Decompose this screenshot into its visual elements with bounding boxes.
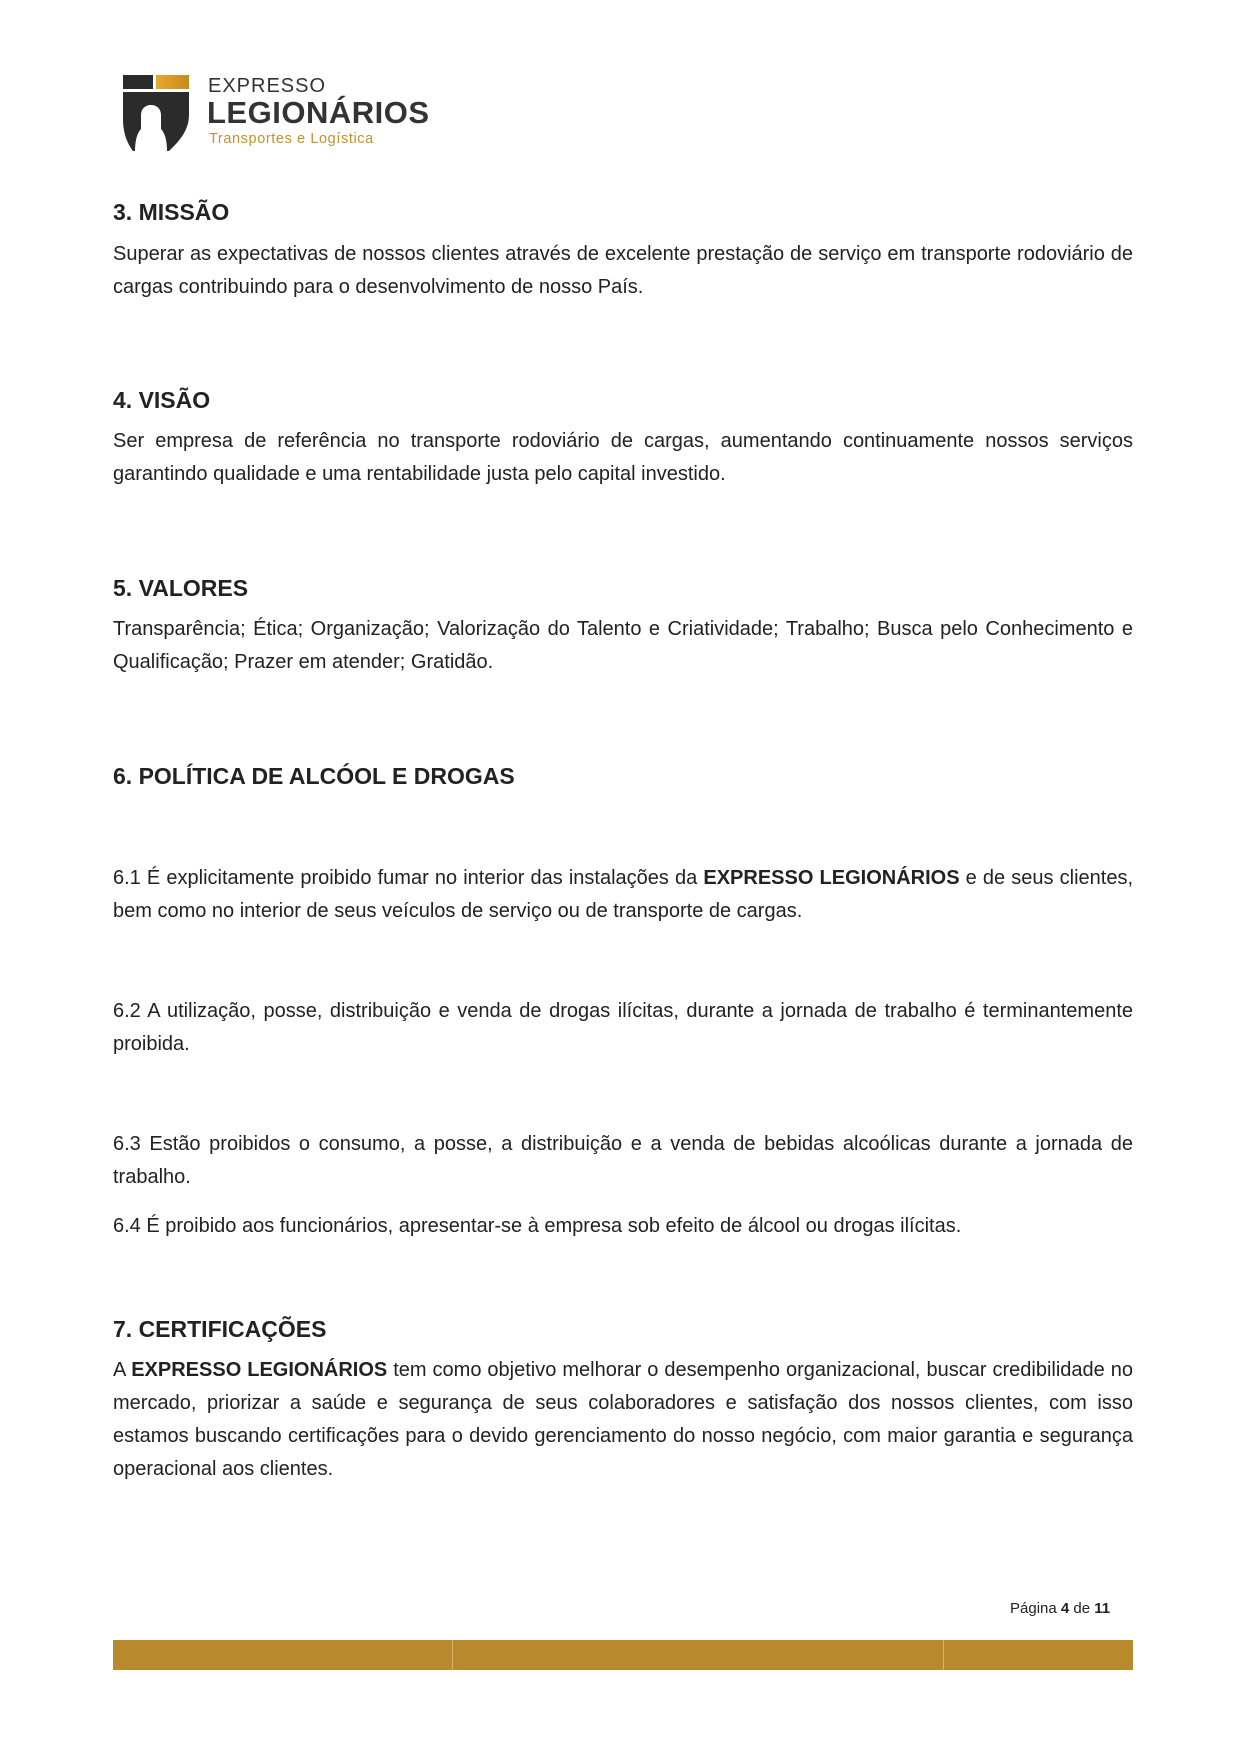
section-title-visao: 4. VISÃO	[113, 387, 211, 413]
company-name-bold: EXPRESSO LEGIONÁRIOS	[703, 867, 960, 889]
policy-item-6-2: 6.2 A utilização, posse, distribuição e venda de drogas ilícitas, durante a jornada de trabalho é terminantemente proibida.	[113, 1000, 1133, 1055]
company-logo	[123, 75, 430, 151]
section-title-missao: 3. MISSÃO	[113, 199, 230, 225]
helmet-logo-icon	[123, 75, 189, 151]
section-title-politica: 6. POLÍTICA DE ALCÓOL E DROGAS	[113, 763, 515, 789]
section-title-certificacoes: 7. CERTIFICAÇÕES	[113, 1316, 327, 1342]
certificacoes-post: tem como objetivo melhorar o desempenho organizacional, buscar credibilidade no mercado, priorizar a saúde e segurança de seus colaboradores e satisfação dos nossos clientes, com isso estamos buscando certificações para o devido gerenciamento do nosso negócio, com maior garantia e segurança operacional aos clientes.	[113, 1359, 1133, 1480]
policy-item-6-1-pre: 6.1 É explicitamente proibido fumar no interior das instalações da	[113, 867, 704, 889]
policy-item-6-3: 6.3 Estão proibidos o consumo, a posse, a distribuição e a venda de bebidas alcoólicas durante a jornada de trabalho.	[113, 1133, 1133, 1188]
logo-tagline: Transportes e Logística	[209, 131, 374, 147]
policy-item-6-1	[113, 862, 1133, 928]
page-number	[1010, 1600, 1110, 1617]
policy-item-6-1-post: e de seus clientes, bem como no interior de seus veículos de serviço ou de transporte de cargas.	[113, 867, 1133, 922]
footer-bar-divider	[452, 1640, 453, 1670]
page-total: 11	[1094, 1600, 1111, 1617]
logo-text-legionarios: LEGIONÁRIOS	[207, 95, 430, 130]
section-text-certificacoes	[113, 1354, 1133, 1486]
section-title-valores: 5. VALORES	[113, 575, 249, 601]
policy-item-6-4: 6.4 É proibido aos funcionários, apresentar-se à empresa sob efeito de álcool ou drogas ilícitas.	[113, 1215, 962, 1237]
footer-bar	[113, 1640, 1133, 1670]
logo-text-expresso: EXPRESSO	[208, 75, 327, 97]
page-of: de	[1073, 1600, 1091, 1617]
page-label: Página	[1010, 1600, 1057, 1617]
page-current: 4	[1060, 1600, 1070, 1617]
section-text-valores: Transparência; Ética; Organização; Valorização do Talento e Criatividade; Trabalho; Busca pelo Conhecimento e Qualificação; Prazer em atender; Gratidão.	[113, 618, 1133, 673]
footer-bar-divider	[943, 1640, 944, 1670]
certificacoes-pre: A	[113, 1359, 132, 1381]
company-name-bold: EXPRESSO LEGIONÁRIOS	[131, 1359, 388, 1381]
section-text-visao: Ser empresa de referência no transporte rodoviário de cargas, aumentando continuamente nossos serviços garantindo qualidade e uma rentabilidade justa pelo capital investido.	[113, 430, 1133, 485]
section-text-missao: Superar as expectativas de nossos clientes através de excelente prestação de serviço em transporte rodoviário de cargas contribuindo para o desenvolvimento de nosso País.	[113, 243, 1133, 298]
